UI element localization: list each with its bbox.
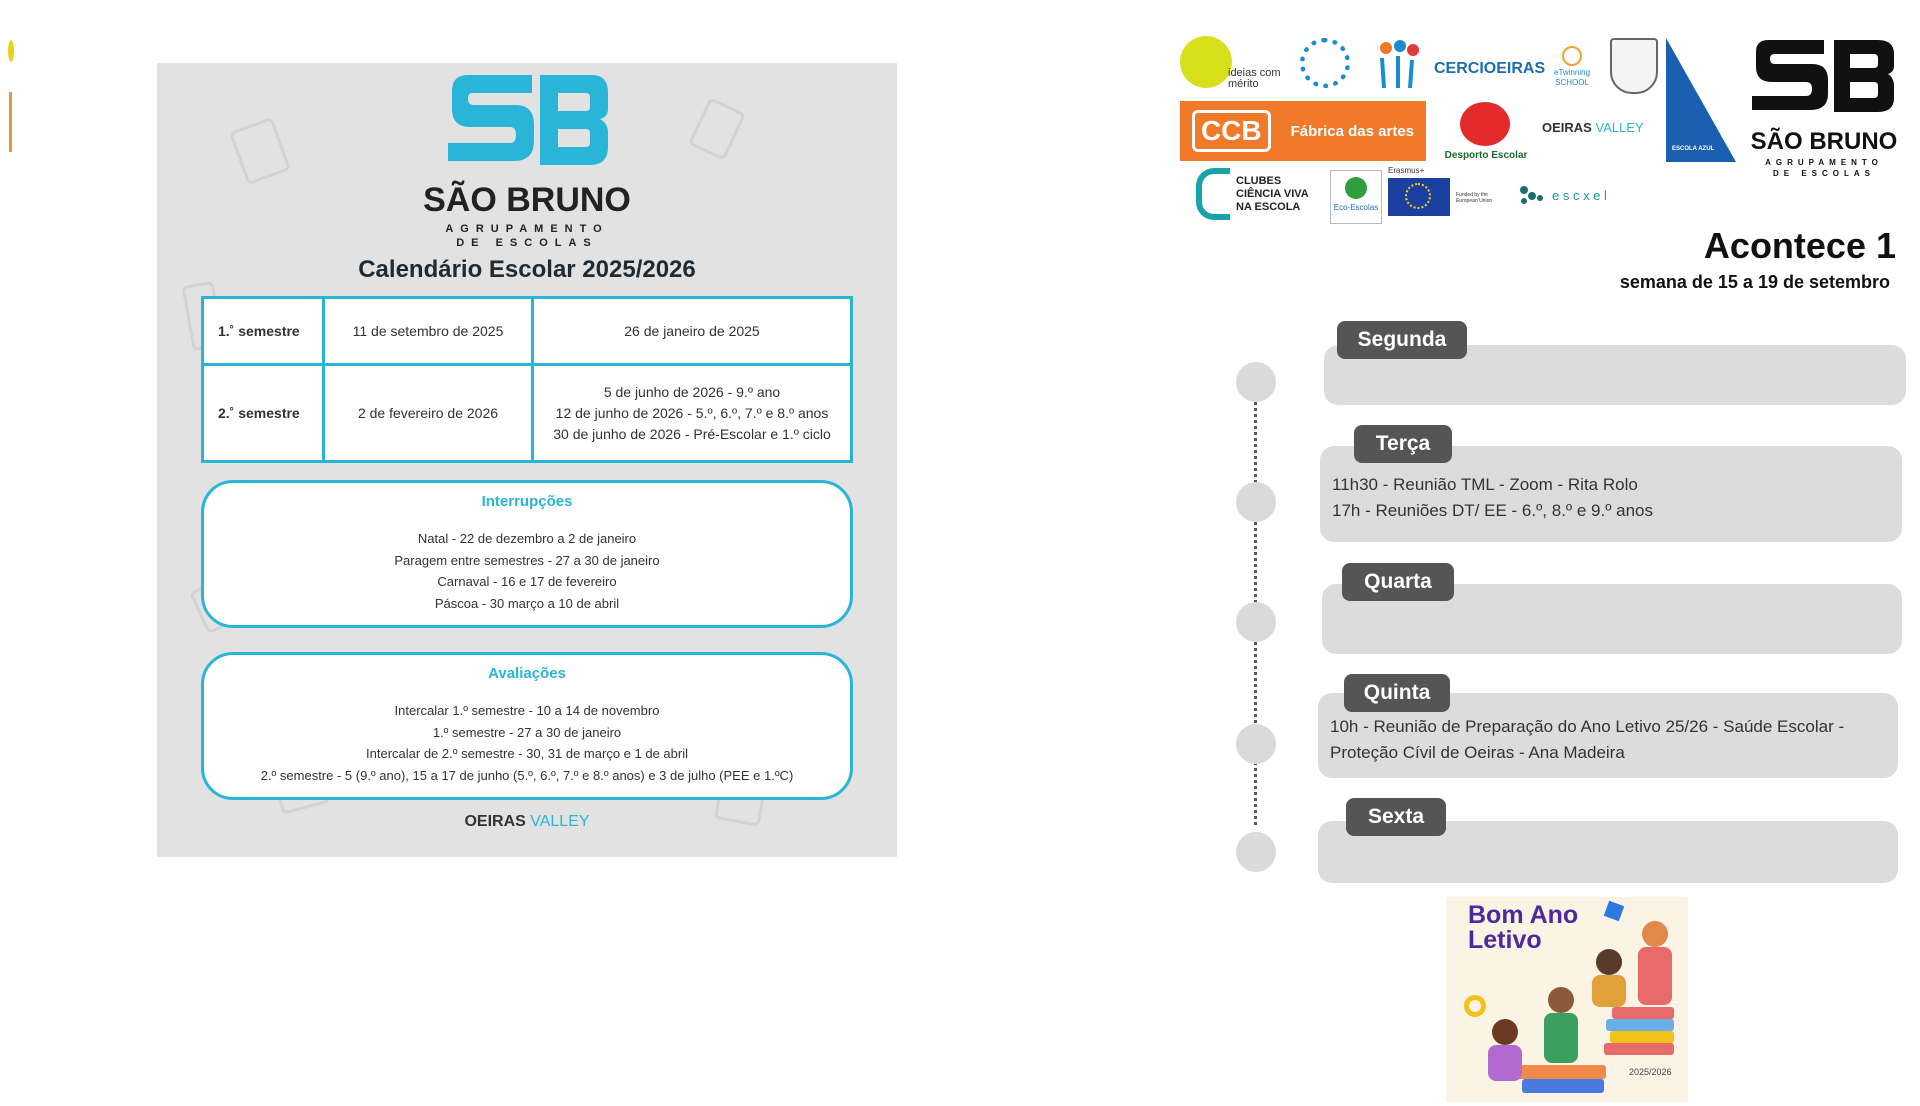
avaliacao-line: Intercalar 1.º semestre - 10 a 14 de novembro xyxy=(394,703,660,718)
ciencia-viva-text xyxy=(1236,175,1309,214)
interrupcao-line: Páscoa - 30 março a 10 de abril xyxy=(434,595,620,611)
avaliacao-line: 2.º semestre - 5 (9.º ano), 15 a 17 de junho (5.º, 6.º, 7.º e 8.º anos) e 3 de julho (PEE e 1.ºC) xyxy=(260,767,794,783)
banner-title-line: Bom Ano xyxy=(1468,901,1579,929)
bom-ano-letivo-image xyxy=(1446,897,1688,1102)
ciencia-viva-icon xyxy=(1196,168,1230,220)
eu-flag-icon xyxy=(1388,178,1450,216)
avaliacoes-box xyxy=(201,652,853,800)
oeiras-text: OEIRAS xyxy=(1542,120,1592,135)
sao-bruno-logo-large xyxy=(1748,36,1898,116)
oeiras-valley-logo-small xyxy=(1542,120,1644,135)
timeline-dot xyxy=(1236,362,1276,402)
figures-logo-icon xyxy=(1376,38,1422,90)
timeline-dot xyxy=(1236,482,1276,522)
timeline-dot xyxy=(1236,602,1276,642)
ciencia-viva-line: NA ESCOLA xyxy=(1236,201,1301,213)
escola-azul-text: ESCOLA AZUL xyxy=(1672,146,1715,152)
semester-label: 1.˚ semestre xyxy=(203,298,324,365)
oeiras-crest-icon xyxy=(1610,38,1658,94)
escxel-icon xyxy=(1518,184,1544,206)
interrupcao-line: Carnaval - 16 e 17 de fevereiro xyxy=(437,574,617,589)
interrupcoes-title: Interrupções xyxy=(481,493,573,510)
timeline-dot xyxy=(1236,724,1276,764)
ccb-mark: CCB xyxy=(1192,110,1271,152)
school-calendar-image xyxy=(157,63,897,857)
interrupcao-line: Natal - 22 de dezembro a 2 de janeiro xyxy=(417,531,637,546)
banner-title-line: Letivo xyxy=(1468,926,1542,954)
ciencia-viva-line: CIÊNCIA VIVA xyxy=(1236,188,1309,200)
valley-text: VALLEY xyxy=(530,813,590,830)
eco-escolas-icon xyxy=(1345,177,1367,199)
avaliacao-line: Intercalar de 2.º semestre - 30, 31 de março e 1 de abril xyxy=(366,746,688,761)
oeiras-text: OEIRAS xyxy=(464,813,526,830)
ideias-logo-text: ideias com mérito xyxy=(1228,67,1281,90)
day-tag-sexta: Sexta xyxy=(1346,798,1446,836)
semester-end-line: 5 de junho de 2026 - 9.º ano xyxy=(603,383,781,400)
etwinning-logo xyxy=(1554,46,1590,86)
edge-decoration xyxy=(9,92,12,152)
page-title: Acontece 1 xyxy=(1703,225,1896,266)
etwinning-text: eTwinning SCHOOL xyxy=(1554,68,1591,87)
table-row xyxy=(203,298,852,365)
table-row xyxy=(203,365,852,462)
edge-decoration xyxy=(8,40,14,62)
semester-end-line: 30 de junho de 2026 - Pré-Escolar e 1.º ciclo xyxy=(553,425,831,442)
semester-start: 2 de fevereiro de 2026 xyxy=(324,365,533,462)
school-subtitle: DE ESCOLAS xyxy=(456,237,598,249)
school-subtitle: AGRUPAMENTO xyxy=(445,223,609,235)
calendar-title: Calendário Escolar 2025/2026 xyxy=(358,256,696,283)
semester-end: 26 de janeiro de 2025 xyxy=(533,298,852,365)
day-tag-terca: Terça xyxy=(1354,425,1452,463)
eco-escolas-text: Eco-Escolas xyxy=(1333,203,1379,212)
eu-funded-text: Funded by the European Union xyxy=(1456,192,1493,204)
ccb-fabrica-das-artes-logo xyxy=(1180,101,1426,161)
banner-title xyxy=(1468,903,1578,953)
school-name: SÃO BRUNO xyxy=(423,181,631,219)
sao-bruno-subtitle: DE ESCOLAS xyxy=(1772,169,1875,178)
semester-end-line: 12 de junho de 2026 - 5.º, 6.º, 7.º e 8.º anos xyxy=(555,404,829,421)
oeiras-valley-logo xyxy=(157,813,897,831)
sao-bruno-logo xyxy=(442,71,612,171)
semester-start: 11 de setembro de 2025 xyxy=(324,298,533,365)
interrupcoes-box xyxy=(201,480,853,628)
school-emblem-icon xyxy=(1300,38,1350,88)
semester-label: 2.˚ semestre xyxy=(203,365,324,462)
cerci-logo: CERCIOEIRAS xyxy=(1434,60,1546,77)
day-tag-quinta: Quinta xyxy=(1344,674,1450,712)
sao-bruno-name: SÃO BRUNO xyxy=(1750,128,1898,155)
eco-escolas-logo xyxy=(1330,170,1382,224)
escxel-text: e s c x e l xyxy=(1552,188,1607,203)
sao-bruno-subtitle: AGRUPAMENTO xyxy=(1765,158,1883,167)
interrupcao-line: Paragem entre semestres - 27 a 30 de janeiro xyxy=(394,552,660,568)
event-line: 17h - Reuniões DT/ EE - 6.º, 8.º e 9.º anos xyxy=(1332,501,1654,520)
semester-end xyxy=(533,365,852,462)
week-subtitle: semana de 15 a 19 de setembro xyxy=(1619,272,1890,292)
avaliacoes-title: Avaliações xyxy=(488,665,566,682)
ideias-logo-icon xyxy=(1180,36,1232,88)
event-line: Proteção Cívil de Oeiras - Ana Madeira xyxy=(1330,743,1625,762)
avaliacao-line: 1.º semestre - 27 a 30 de janeiro xyxy=(432,724,622,740)
day-tag-quarta: Quarta xyxy=(1342,563,1454,601)
semesters-table xyxy=(201,296,853,463)
event-line: 11h30 - Reunião TML - Zoom - Rita Rolo xyxy=(1332,475,1638,494)
valley-text: VALLEY xyxy=(1595,120,1644,135)
desporto-escolar-icon xyxy=(1460,102,1510,146)
banner-year: 2025/2026 xyxy=(1629,1067,1672,1077)
ciencia-viva-line: CLUBES xyxy=(1236,175,1282,187)
timeline-dot xyxy=(1236,832,1276,872)
ccb-text: Fábrica das artes xyxy=(1290,122,1415,140)
desporto-escolar-text: Desporto Escolar xyxy=(1444,150,1528,161)
day-tag-segunda: Segunda xyxy=(1337,321,1467,359)
event-line: 10h - Reunião de Preparação do Ano Letivo 25/26 - Saúde Escolar - xyxy=(1330,717,1845,736)
erasmus-text: Erasmus+ xyxy=(1388,166,1425,175)
escola-azul-logo xyxy=(1664,38,1738,162)
